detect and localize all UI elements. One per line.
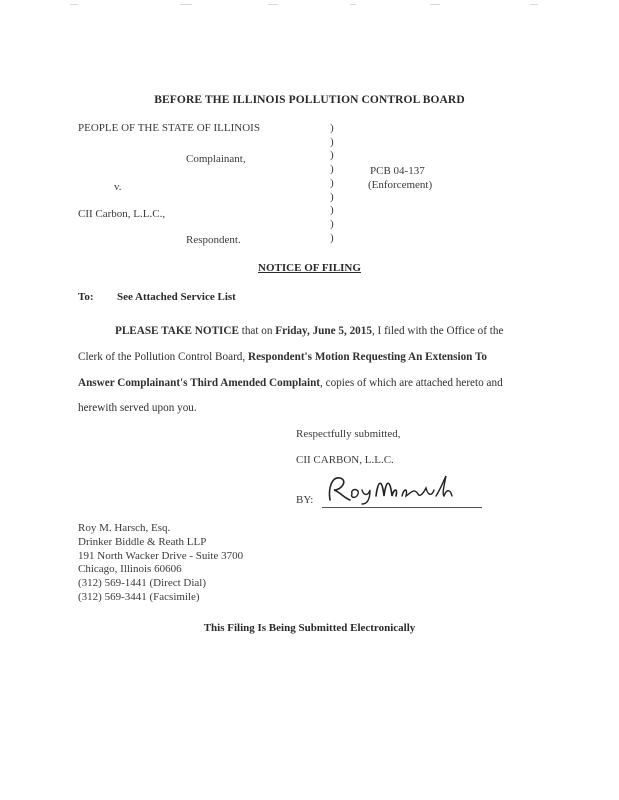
versus-label: v. xyxy=(114,181,122,193)
complainant-party: PEOPLE OF THE STATE OF ILLINOIS xyxy=(78,122,260,134)
respondent-role: Respondent. xyxy=(186,234,241,246)
body-line-3: Answer Complainant's Third Amended Complaint, copies of which are attached hereto and xyxy=(78,377,503,389)
body-line-4: herewith served upon you. xyxy=(78,402,197,414)
case-type: (Enforcement) xyxy=(368,179,433,191)
closing-company: CII CARBON, L.L.C. xyxy=(296,454,394,466)
notice-title: NOTICE OF FILING xyxy=(258,262,361,274)
caption-parentheses: ) ) ) ) ) ) ) ) ) xyxy=(330,122,334,244)
address-line: Drinker Biddle & Reath LLP xyxy=(78,535,207,548)
address-line: 191 North Wacker Drive - Suite 3700 xyxy=(78,549,244,562)
closing-respectfully: Respectfully submitted, xyxy=(296,428,401,440)
respondent-party: CII Carbon, L.L.C., xyxy=(78,208,166,220)
address-line: (312) 569-3441 (Facsimile) xyxy=(78,590,200,603)
address-line: (312) 569-1441 (Direct Dial) xyxy=(78,577,206,590)
complainant-role: Complainant, xyxy=(186,153,246,165)
body-line-1: PLEASE TAKE NOTICE that on Friday, June 5, 2015, I filed with the Office of the xyxy=(115,325,504,337)
address-line: Chicago, Illinois 60606 xyxy=(78,563,182,576)
signature-by-label: BY: xyxy=(296,494,314,506)
recipient-label: To: xyxy=(78,291,94,303)
address-line: Roy M. Harsch, Esq. xyxy=(78,522,171,534)
handwritten-signature xyxy=(322,470,462,508)
electronic-filing-note: This Filing Is Being Submitted Electronically xyxy=(203,622,416,634)
recipient-value: See Attached Service List xyxy=(117,291,236,303)
attorney-address xyxy=(78,522,243,605)
court-heading: BEFORE THE ILLINOIS POLLUTION CONTROL BOARD xyxy=(154,94,465,106)
recipient-line xyxy=(78,291,236,303)
case-number: PCB 04-137 xyxy=(370,165,425,177)
signature-line xyxy=(322,507,482,508)
body-line-2: Clerk of the Pollution Control Board, Respondent's Motion Requesting An Extension To xyxy=(78,351,488,363)
